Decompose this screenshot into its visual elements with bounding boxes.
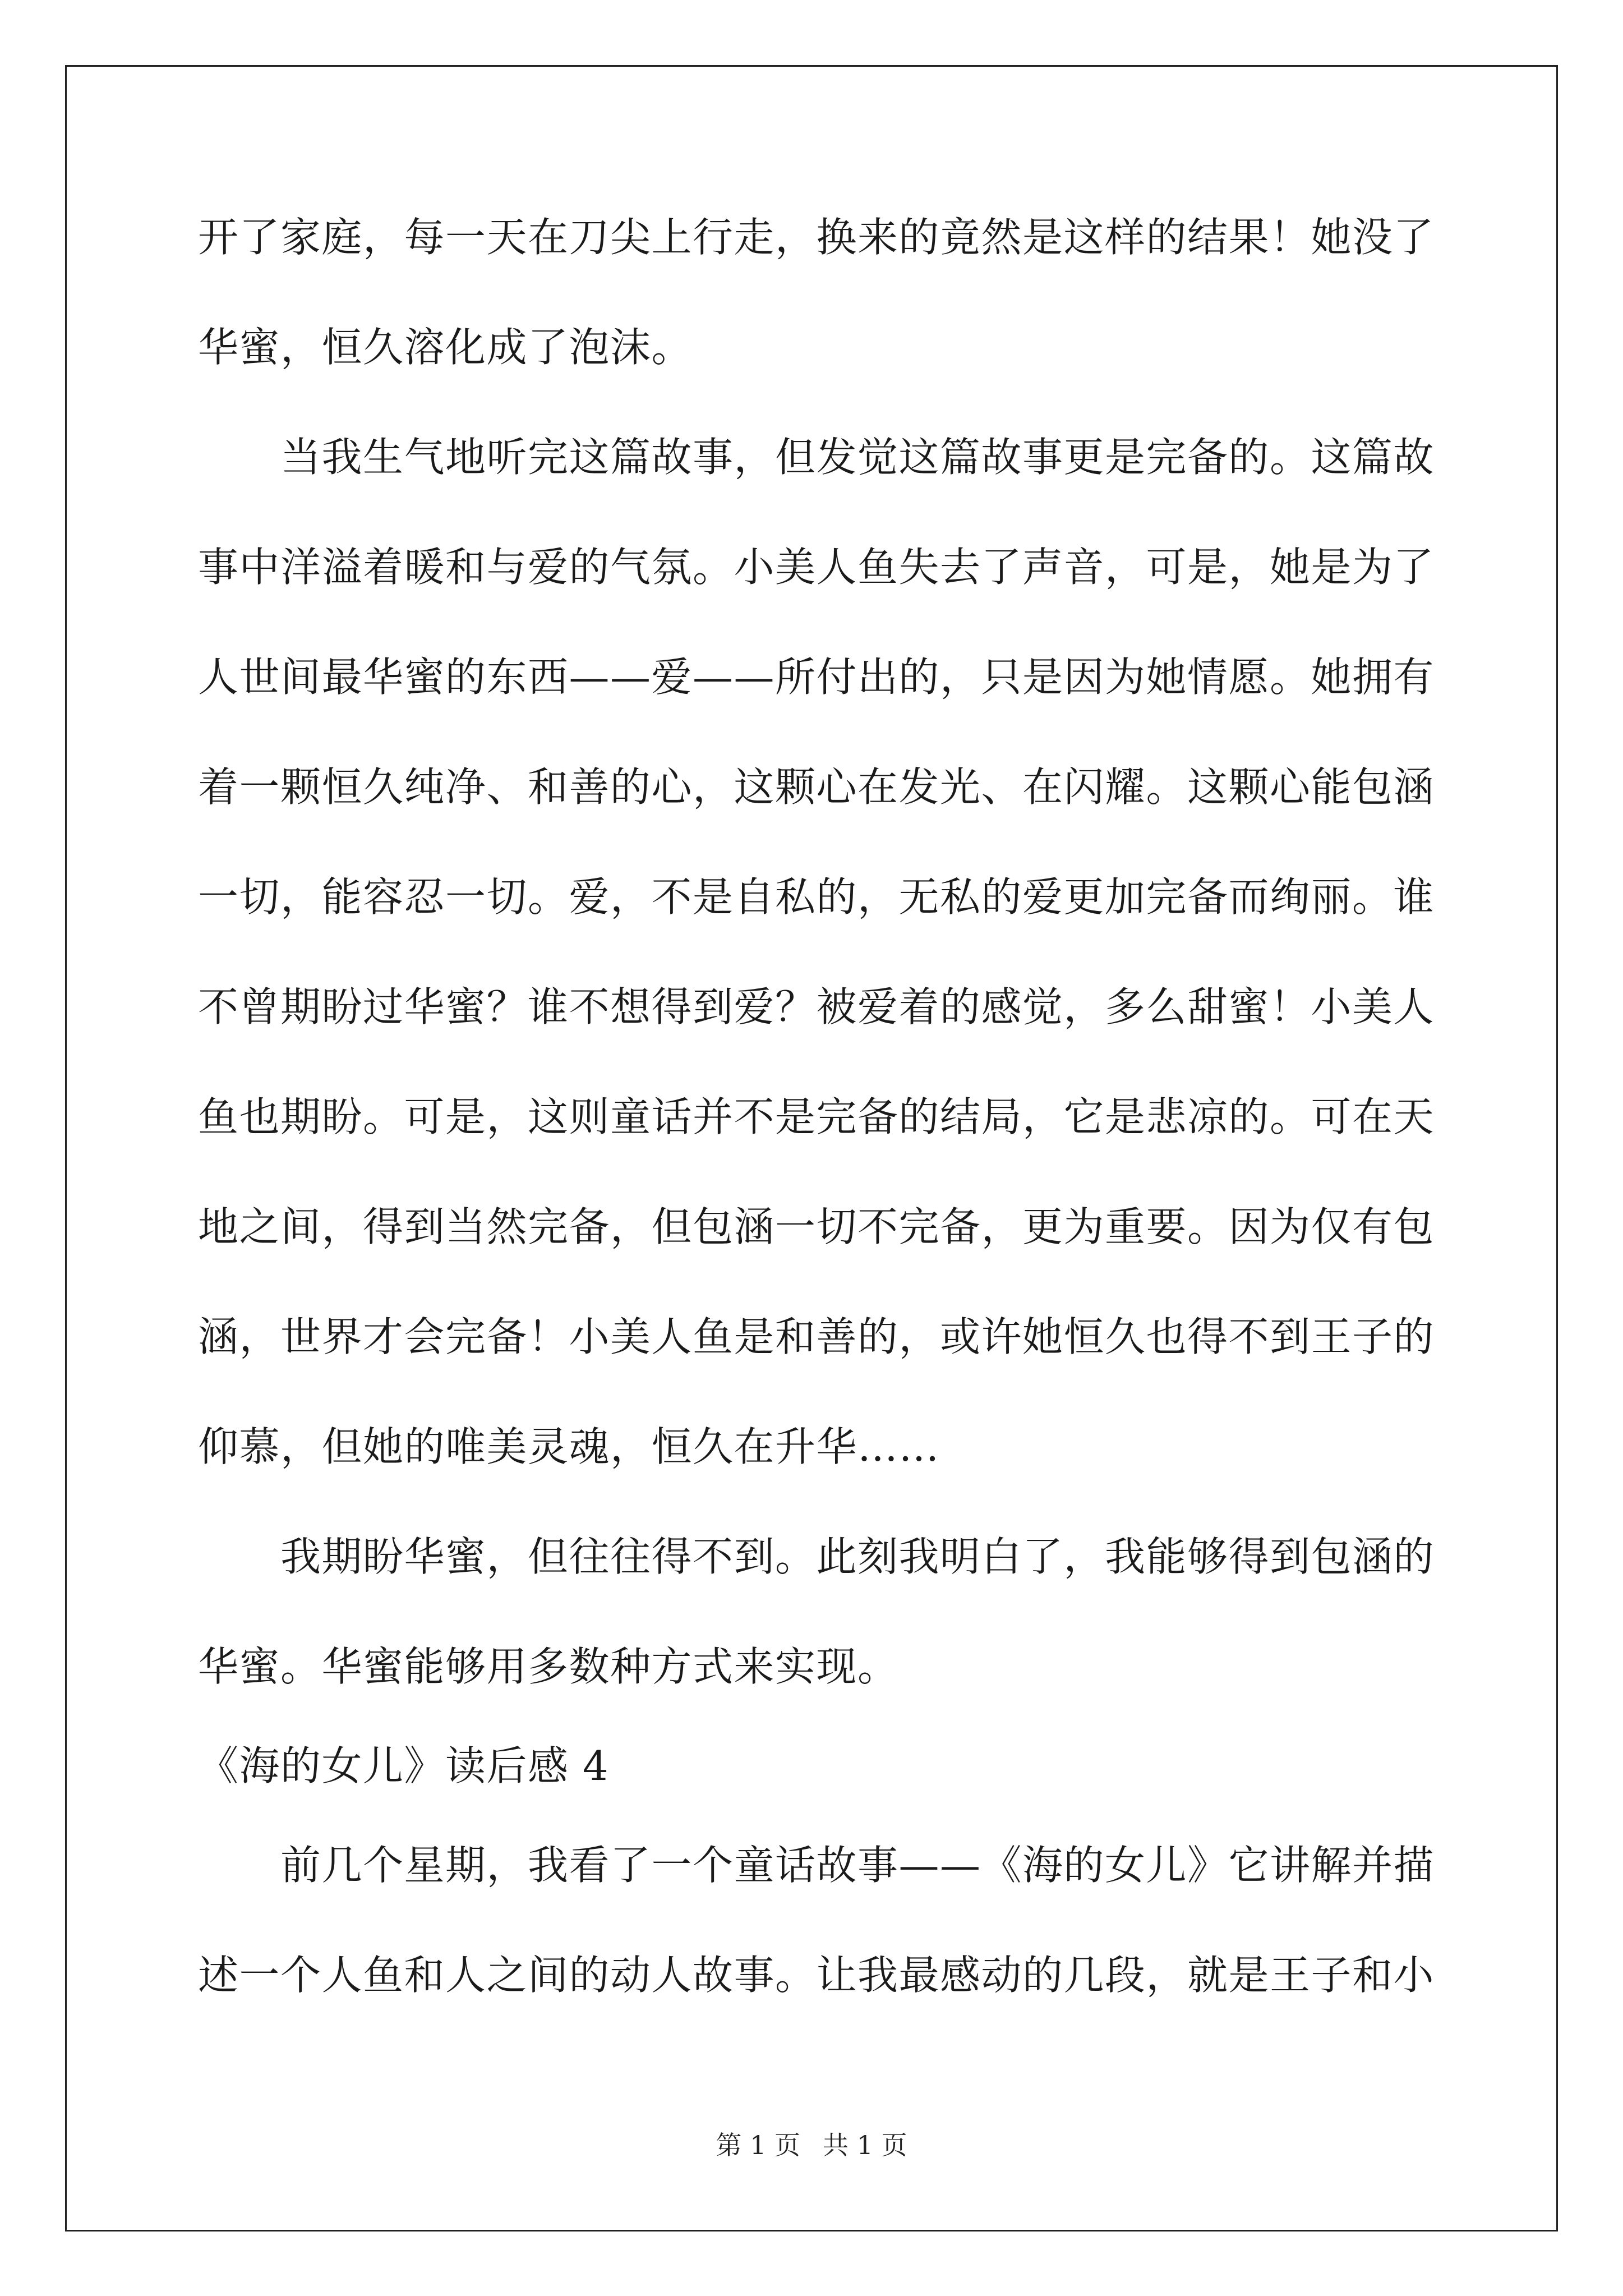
- page-total: 共 1 页: [823, 2130, 907, 2160]
- paragraph-start-line: 前几个星期，我看了一个童话故事——《海的女儿》它讲解并描: [198, 1842, 1435, 1889]
- text-line: 一切，能容忍一切。爱，不是自私的，无私的爱更加完备而绚丽。谁: [198, 873, 1435, 921]
- text-line: 华蜜，恒久溶化成了泡沫。: [198, 324, 693, 371]
- text-line: 人世间最华蜜的东西——爱——所付出的，只是因为她情愿。她拥有: [198, 654, 1435, 701]
- text-line: 述一个人鱼和人之间的动人故事。让我最感动的几段，就是王子和小: [198, 1952, 1435, 1999]
- paragraph-start-line: 当我生气地听完这篇故事，但发觉这篇故事更是完备的。这篇故: [198, 434, 1435, 481]
- section-heading: 《海的女儿》读后感 4: [198, 1742, 610, 1789]
- text-line: 着一颗恒久纯净、和善的心，这颗心在发光、在闪耀。这颗心能包涵: [198, 763, 1435, 811]
- text-line: 地之间，得到当然完备，但包涵一切不完备，更为重要。因为仅有包: [198, 1203, 1435, 1250]
- page-border: [65, 65, 1558, 2231]
- paragraph-start-line: 我期盼华蜜，但往往得不到。此刻我明白了，我能够得到包涵的: [198, 1533, 1435, 1580]
- text-line: 仰慕，但她的唯美灵魂，恒久在升华……: [198, 1423, 940, 1470]
- page-footer: [0, 2129, 1623, 2161]
- text-line: 事中洋溢着暖和与爱的气氛。小美人鱼失去了声音，可是，她是为了: [198, 544, 1435, 591]
- text-line: 鱼也期盼。可是，这则童话并不是完备的结局，它是悲凉的。可在天: [198, 1093, 1435, 1140]
- page-number: 第 1 页: [716, 2130, 800, 2160]
- text-line: 涵，世界才会完备！小美人鱼是和善的，或许她恒久也得不到王子的: [198, 1313, 1435, 1360]
- text-line: 华蜜。华蜜能够用多数种方式来实现。: [198, 1643, 899, 1690]
- text-line: 不曾期盼过华蜜？谁不想得到爱？被爱着的感觉，多么甜蜜！小美人: [198, 983, 1435, 1030]
- text-line: 开了家庭，每一天在刀尖上行走，换来的竟然是这样的结果！她没了: [198, 214, 1435, 261]
